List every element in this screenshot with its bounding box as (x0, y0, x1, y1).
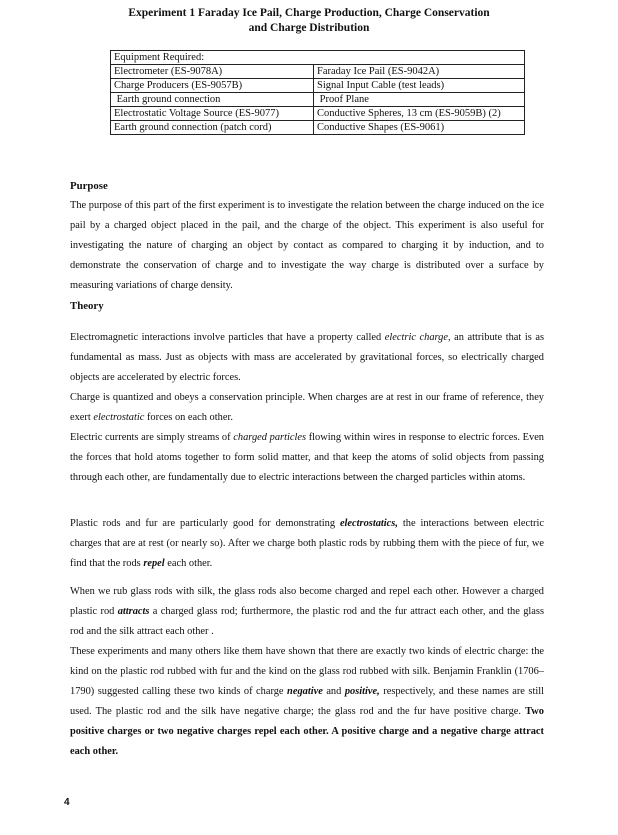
table-cell: Electrostatic Voltage Source (ES-9077) (111, 107, 314, 121)
table-cell: Charge Producers (ES-9057B) (111, 79, 314, 93)
text-run-bold-italic: attracts (117, 606, 150, 617)
title-line-1: Experiment 1 Faraday Ice Pail, Charge Production, Charge Conservation (128, 7, 490, 19)
text-run: These experiments and many others like them have shown that there are exactly two kinds of electric charge: the kind on the plastic rod rubbed with fur and the kind on the glass rod rubbed with silk. Benjamin Franklin (1706–1790) suggested calling these two kinds of charge (70, 646, 544, 697)
table-cell: Earth ground connection (111, 93, 314, 107)
text-run: a charged glass rod; furthermore, the plastic rod and the fur attract each other, and the glass rod and the silk attract each other . (70, 606, 544, 637)
table-cell: Earth ground connection (patch cord) (111, 121, 314, 135)
text-run-bold-italic: electrostatics, (339, 518, 398, 529)
paragraph-electric-currents (70, 428, 544, 488)
paragraph-glass-rods (70, 582, 544, 642)
page-title (0, 6, 618, 36)
text-run-bold-italic: repel (143, 558, 165, 569)
text-run: Electromagnetic interactions involve particles that have a property called (70, 332, 385, 343)
text-run: and (322, 686, 345, 697)
purpose-paragraph: The purpose of this part of the first experiment is to investigate the relation between the charge induced on the ice pail by a charged object placed in the pail, and the charge of the object. This experiment is also useful for investigating the nature of charging an object by contact as compared to charging it by induction, and to demonstrate the conservation of charge and to investigate the way charge is distributed over a surface by measuring variations of charge density. (70, 200, 544, 291)
table-cell: Conductive Spheres, 13 cm (ES-9059B) (2) (314, 107, 525, 121)
text-run: Charge is quantized and obeys a conservation principle. When charges are at rest in our frame of reference, they exert (70, 392, 544, 423)
table-cell: Conductive Shapes (ES-9061) (314, 121, 525, 135)
text-run-bold-italic: negative (287, 686, 323, 697)
title-line-2: and Charge Distribution (248, 22, 370, 34)
text-run: each other. (164, 558, 213, 569)
text-run-italic: charged particles (233, 432, 306, 443)
theory-section-2 (70, 514, 544, 574)
text-run: the interactions between electric charges that are at rest (or nearly so). After we charge both plastic rods by rubbing them with the piece of fur, we find that the rods (70, 518, 544, 569)
table-cell: Faraday Ice Pail (ES-9042A) (314, 65, 525, 79)
equipment-header-row (111, 51, 525, 65)
table-cell: Electrometer (ES-9078A) (111, 65, 314, 79)
text-run-bold-italic: positive, (344, 686, 380, 697)
table-row (111, 107, 525, 121)
text-run: Plastic rods and fur are particularly good for demonstrating (70, 518, 340, 529)
paragraph-plastic-rods (70, 514, 544, 574)
text-run-italic: electric charge, (384, 332, 451, 343)
text-run: forces on each other. (144, 412, 233, 423)
text-run-italic: electrostatic (93, 412, 145, 423)
theory-section-3 (70, 582, 544, 762)
table-row (111, 65, 525, 79)
equipment-header: Equipment Required: (111, 51, 525, 65)
page-number: 4 (64, 797, 70, 808)
table-row (111, 93, 525, 107)
text-run: an attribute that is as fundamental as mass. Just as objects with mass are accelerated by gravitational forces, so electrically charged objects are accelerated by electric forces. (70, 332, 544, 383)
table-row (111, 79, 525, 93)
purpose-section (70, 176, 544, 316)
table-row (111, 121, 525, 135)
table-cell: Proof Plane (314, 93, 525, 107)
paragraph-charge-quantized (70, 388, 544, 428)
table-cell: Signal Input Cable (test leads) (314, 79, 525, 93)
equipment-table (110, 50, 525, 135)
text-run: When we rub glass rods with silk, the glass rods also become charged and repel each other. However a charged plastic rod (70, 586, 544, 617)
theory-section-1 (70, 328, 544, 488)
paragraph-two-kinds (70, 642, 544, 762)
theory-heading: Theory (70, 300, 104, 312)
purpose-heading: Purpose (70, 180, 108, 192)
paragraph-em-interactions (70, 328, 544, 388)
text-run-bold: Two positive charges or two negative charges repel each other. A positive charge and a negative charge attract each other. (70, 706, 544, 757)
text-run: flowing within wires in response to electric forces. Even the forces that hold atoms together to form solid matter, and that keep the atoms of solid objects from passing through each other, are fundamentally due to electric interactions between the charged particles within atoms. (70, 432, 545, 483)
text-run: respectively, and these names are still used. The plastic rod and the silk have negative charge; the glass rod and the fur have positive charge. (70, 686, 544, 717)
text-run: Electric currents are simply streams of (70, 432, 234, 443)
